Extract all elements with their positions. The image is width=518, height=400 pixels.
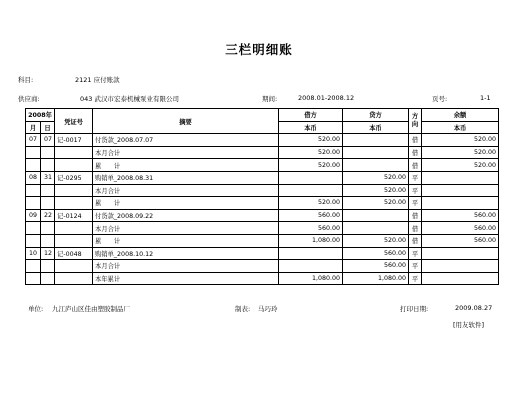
cell-direction: 平: [409, 171, 422, 184]
cell-day: [41, 272, 55, 285]
footer-print-date-value: 2009.08.27: [455, 304, 493, 312]
supplier-label: 供应商:: [18, 95, 40, 103]
cell-direction: 平: [409, 197, 422, 210]
header-month: 月: [26, 121, 41, 134]
cell-debit: [279, 247, 343, 260]
cell-day: [41, 260, 55, 273]
cell-credit: 560.00: [343, 247, 409, 260]
cell-month: [26, 234, 41, 247]
cell-summary: 累 计: [93, 234, 279, 247]
cell-voucher: [55, 184, 93, 197]
cell-summary: 付货款_2008.07.07: [93, 134, 279, 147]
supplier-value: 043 武汉市宏泰机械泵业有限公司: [80, 95, 179, 103]
cell-debit: [279, 184, 343, 197]
cell-balance: 520.00: [422, 146, 499, 159]
cell-month: 10: [26, 247, 41, 260]
cell-summary: 本月合计: [93, 260, 279, 273]
header-year: 2008年: [26, 109, 55, 122]
cell-voucher: [55, 222, 93, 235]
cell-credit: [343, 159, 409, 172]
cell-voucher: [55, 146, 93, 159]
cell-day: [41, 146, 55, 159]
cell-credit: [343, 146, 409, 159]
cell-month: [26, 159, 41, 172]
cell-month: [26, 146, 41, 159]
cell-month: [26, 222, 41, 235]
cell-voucher: 记-0017: [55, 134, 93, 147]
table-row: [26, 184, 499, 197]
header-direction: 方向: [409, 109, 422, 134]
cell-balance: [422, 184, 499, 197]
cell-summary: 累 计: [93, 159, 279, 172]
footer-unit-value: 九江庐山区佳由塑胶制品厂: [52, 305, 130, 313]
table-header-row-1: [26, 109, 499, 122]
period-label: 期间:: [262, 95, 278, 103]
cell-credit: [343, 134, 409, 147]
cell-debit: 560.00: [279, 222, 343, 235]
cell-voucher: [55, 260, 93, 273]
cell-summary: 本月合计: [93, 146, 279, 159]
cell-debit: 520.00: [279, 159, 343, 172]
cell-balance: 560.00: [422, 234, 499, 247]
page-number-label: 页号:: [432, 95, 448, 103]
cell-direction: 平: [409, 260, 422, 273]
cell-direction: 借: [409, 209, 422, 222]
cell-summary: 购销单_2008.08.31: [93, 171, 279, 184]
subject-label: 科目:: [18, 76, 34, 84]
ledger-table: [25, 108, 499, 285]
table-row: [26, 272, 499, 285]
cell-balance: 520.00: [422, 134, 499, 147]
cell-debit: 520.00: [279, 197, 343, 210]
cell-credit: [343, 222, 409, 235]
subject-value: 2121 应付账款: [75, 76, 120, 84]
cell-summary: 购销单_2008.10.12: [93, 247, 279, 260]
cell-summary: 本月合计: [93, 222, 279, 235]
cell-voucher: [55, 234, 93, 247]
cell-credit: 520.00: [343, 197, 409, 210]
header-summary: 摘要: [93, 109, 279, 134]
cell-month: [26, 184, 41, 197]
cell-summary: 付货款_2008.09.22: [93, 209, 279, 222]
cell-credit: 520.00: [343, 171, 409, 184]
cell-direction: 借: [409, 234, 422, 247]
cell-summary: 累 计: [93, 197, 279, 210]
cell-day: [41, 222, 55, 235]
cell-direction: 借: [409, 159, 422, 172]
cell-summary: 本月合计: [93, 184, 279, 197]
period-value: 2008.01-2008.12: [298, 94, 355, 102]
cell-month: 09: [26, 209, 41, 222]
cell-voucher: 记-0295: [55, 171, 93, 184]
cell-direction: 借: [409, 146, 422, 159]
header-voucher: 凭证号: [55, 109, 93, 134]
cell-debit: 560.00: [279, 209, 343, 222]
cell-direction: 平: [409, 184, 422, 197]
cell-voucher: [55, 272, 93, 285]
cell-debit: 1,080.00: [279, 272, 343, 285]
cell-day: [41, 159, 55, 172]
cell-month: [26, 272, 41, 285]
footer-software: [用友软件]: [453, 321, 485, 329]
header-credit: 贷方: [343, 109, 409, 122]
cell-debit: [279, 171, 343, 184]
cell-direction: 借: [409, 134, 422, 147]
table-row: [26, 222, 499, 235]
cell-debit: 520.00: [279, 134, 343, 147]
table-row: [26, 171, 499, 184]
page-number-value: 1-1: [480, 94, 491, 102]
table-row: [26, 146, 499, 159]
cell-direction: 借: [409, 222, 422, 235]
footer-print-date-label: 打印日期:: [400, 305, 429, 313]
cell-direction: 平: [409, 247, 422, 260]
cell-balance: [422, 272, 499, 285]
document-title: 三栏明细账: [225, 42, 293, 57]
table-row: [26, 247, 499, 260]
cell-day: 12: [41, 247, 55, 260]
cell-voucher: 记-0048: [55, 247, 93, 260]
cell-balance: 520.00: [422, 159, 499, 172]
cell-balance: 560.00: [422, 209, 499, 222]
header-debit-currency: 本币: [279, 121, 343, 134]
cell-balance: [422, 247, 499, 260]
cell-credit: 1,080.00: [343, 272, 409, 285]
cell-credit: 520.00: [343, 234, 409, 247]
cell-month: [26, 197, 41, 210]
cell-day: [41, 184, 55, 197]
cell-summary: 本年累计: [93, 272, 279, 285]
cell-balance: 560.00: [422, 222, 499, 235]
header-debit: 借方: [279, 109, 343, 122]
cell-debit: 1,080.00: [279, 234, 343, 247]
cell-day: 31: [41, 171, 55, 184]
footer-maker-value: 马巧玲: [258, 305, 278, 313]
cell-voucher: [55, 159, 93, 172]
table-row: [26, 234, 499, 247]
footer-maker-label: 制表:: [235, 305, 251, 313]
table-row: [26, 159, 499, 172]
cell-month: 08: [26, 171, 41, 184]
table-row: [26, 260, 499, 273]
header-balance-currency: 本币: [422, 121, 499, 134]
cell-month: 07: [26, 134, 41, 147]
header-credit-currency: 本币: [343, 121, 409, 134]
cell-balance: [422, 260, 499, 273]
cell-day: 07: [41, 134, 55, 147]
header-balance: 余额: [422, 109, 499, 122]
cell-balance: [422, 171, 499, 184]
cell-day: 22: [41, 209, 55, 222]
cell-voucher: [55, 197, 93, 210]
cell-debit: 520.00: [279, 146, 343, 159]
table-row: [26, 134, 499, 147]
table-row: [26, 209, 499, 222]
header-day: 日: [41, 121, 55, 134]
cell-day: [41, 197, 55, 210]
cell-debit: [279, 260, 343, 273]
cell-credit: 520.00: [343, 184, 409, 197]
footer-unit-label: 单位:: [28, 305, 44, 313]
cell-credit: [343, 209, 409, 222]
cell-direction: 平: [409, 272, 422, 285]
cell-voucher: 记-0124: [55, 209, 93, 222]
cell-month: [26, 260, 41, 273]
cell-balance: [422, 197, 499, 210]
cell-day: [41, 234, 55, 247]
table-row: [26, 197, 499, 210]
cell-credit: 560.00: [343, 260, 409, 273]
